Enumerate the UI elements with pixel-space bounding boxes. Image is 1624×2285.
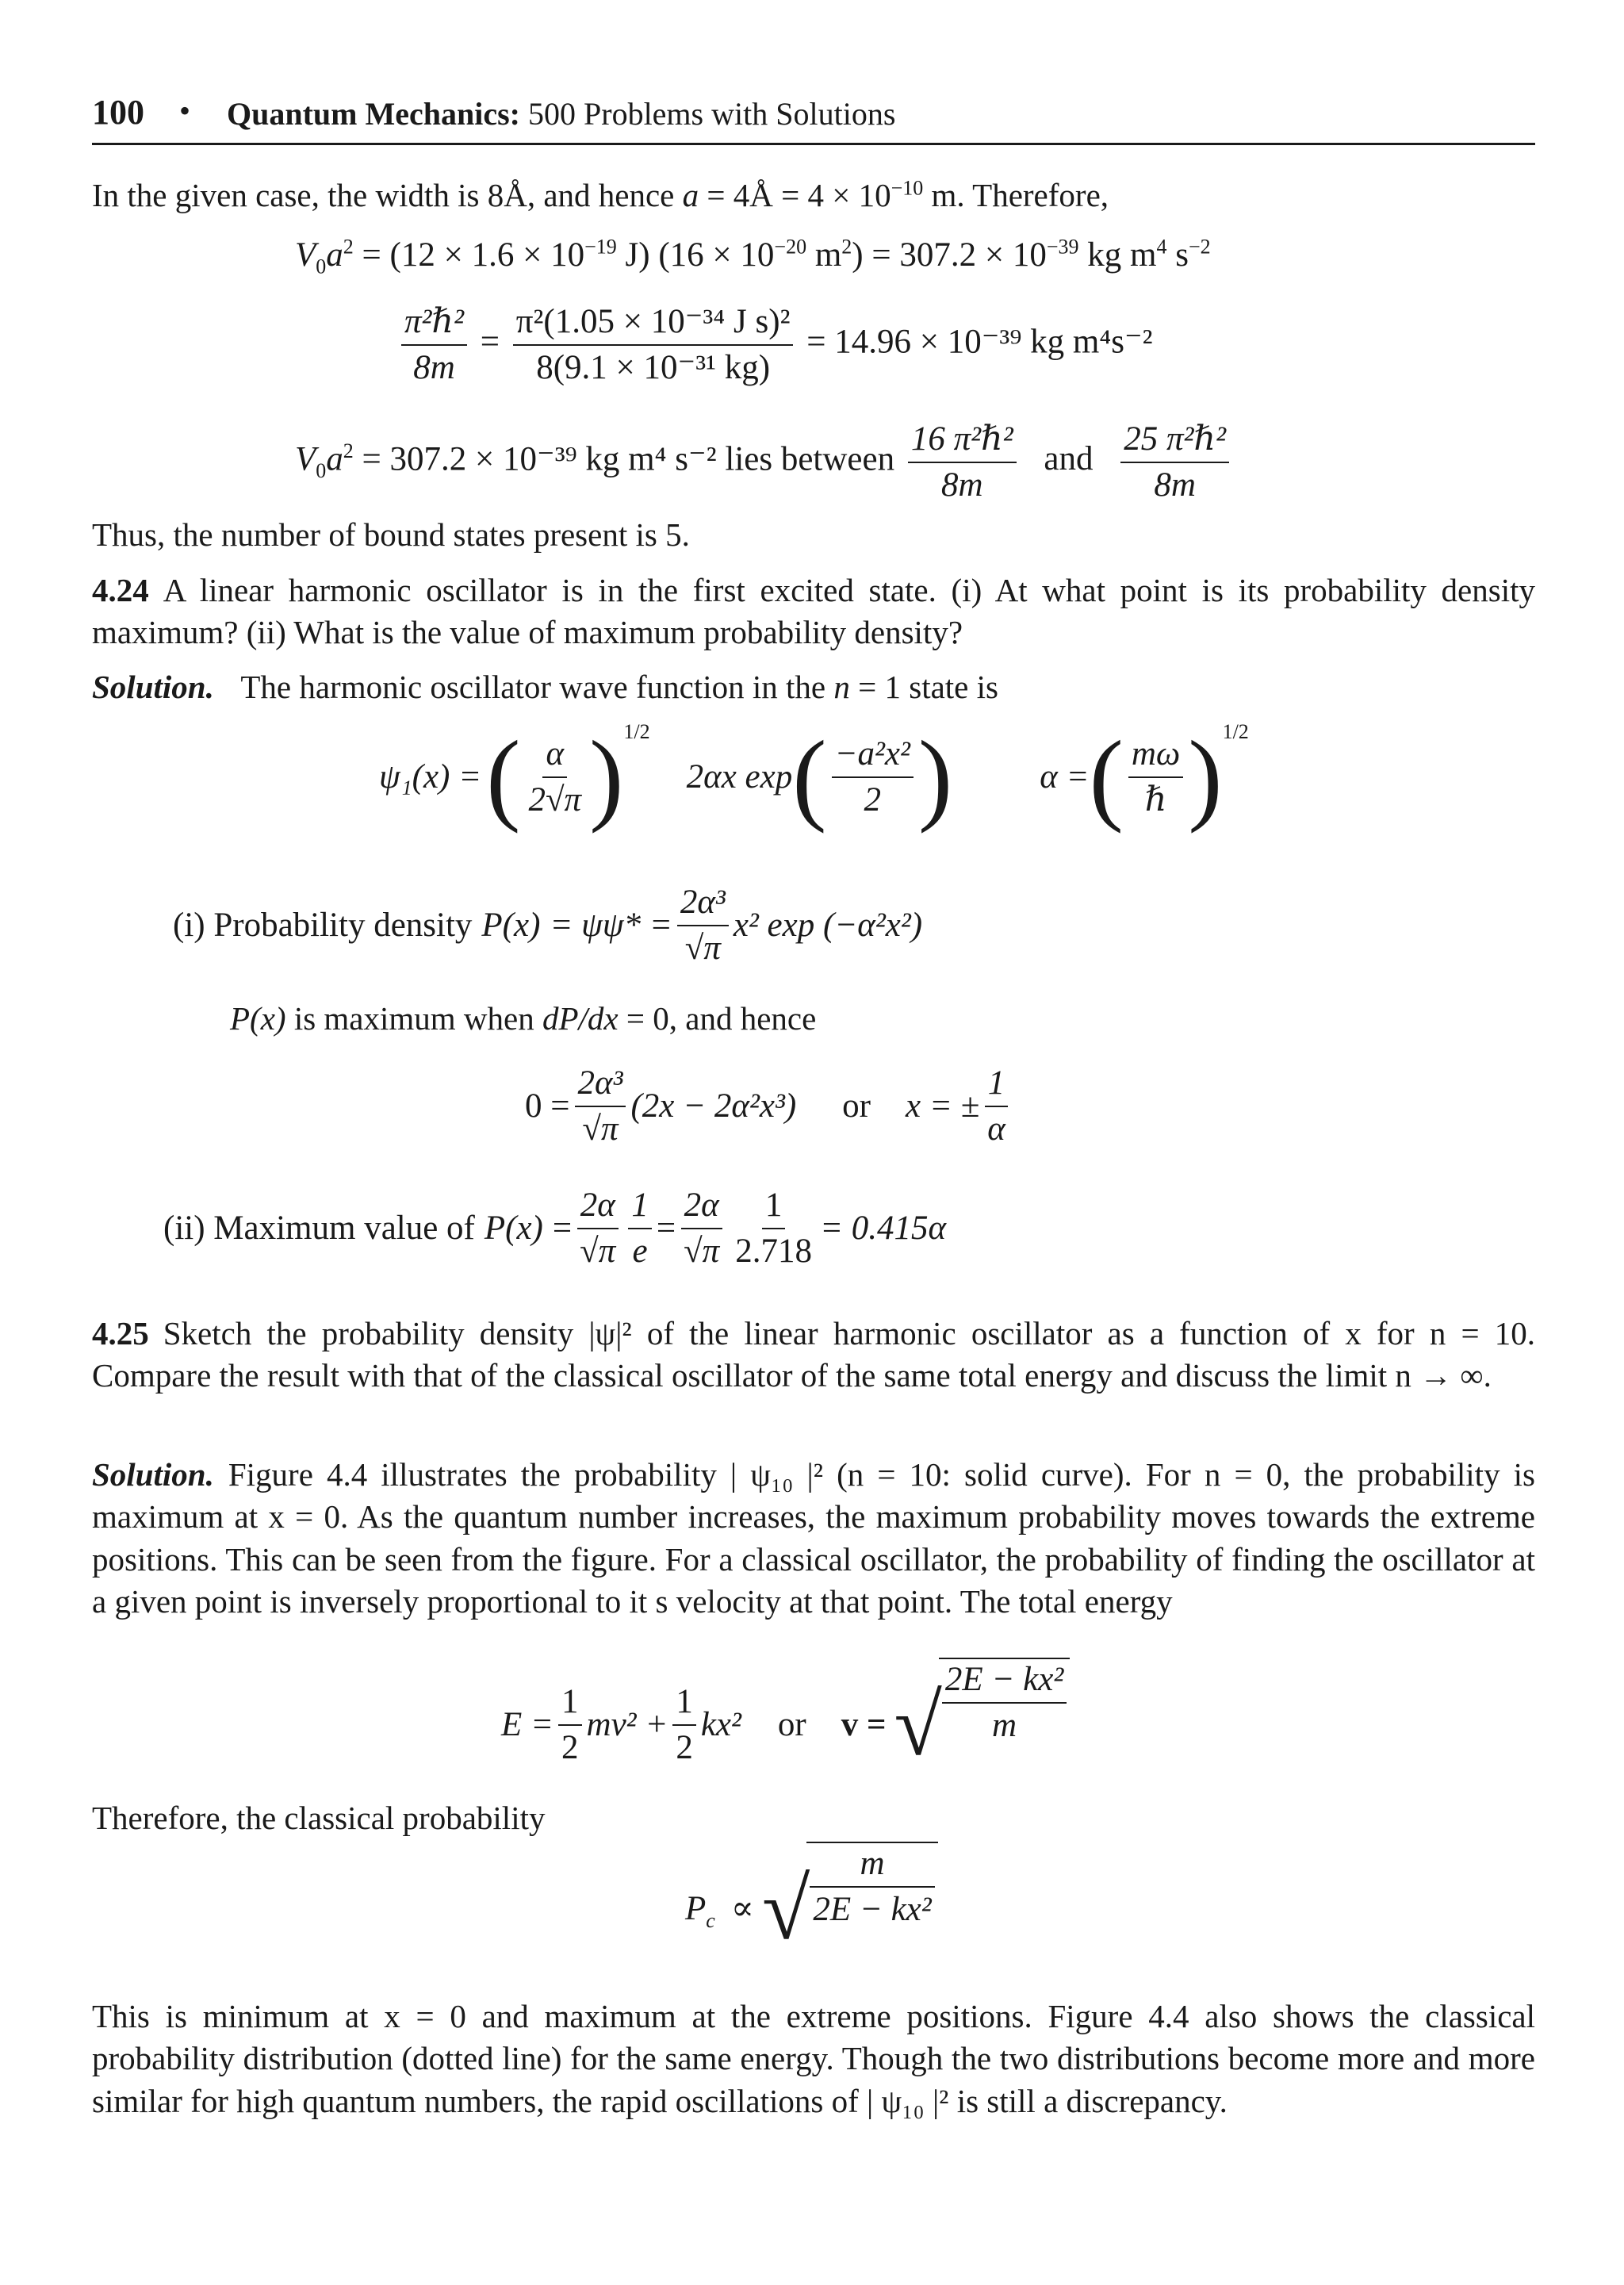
- numerator: α: [542, 734, 567, 778]
- equation-derivative-zero: [525, 1063, 1013, 1149]
- sqrt-fraction: [806, 1842, 937, 1930]
- fraction: [732, 1185, 815, 1271]
- sub: 0: [316, 459, 327, 483]
- question-4-25: [92, 1313, 1535, 1397]
- numerator: 1: [672, 1681, 696, 1726]
- solution-label: Solution.: [92, 669, 214, 705]
- eq-text: kx²: [700, 1706, 741, 1744]
- eq-text: x² exp (−α²x²): [733, 906, 923, 944]
- denominator: e: [632, 1232, 648, 1270]
- fraction: [401, 301, 467, 388]
- var-v0: V: [295, 440, 316, 478]
- fraction: [1128, 734, 1183, 820]
- var-px: P(x): [484, 1209, 543, 1247]
- equation-classical-probability: P c ∝ √ $\frac{m}{\text{2E − kx²}}$: [685, 1865, 943, 1953]
- numerator: π²(1.05 × 10⁻³⁴ J s)²: [513, 301, 794, 346]
- eq-text: =: [552, 1209, 573, 1247]
- denominator: 2: [864, 781, 881, 819]
- eq-text: or: [842, 1087, 871, 1125]
- paren: (: [792, 720, 827, 834]
- eq-text: α =: [1040, 758, 1090, 796]
- eq-label: (ii) Maximum value of: [163, 1209, 475, 1247]
- solution-4-25: [92, 1454, 1535, 1623]
- paren: ): [589, 720, 624, 834]
- text: The harmonic oscillator wave function in the: [240, 669, 826, 705]
- paren: ): [917, 720, 953, 834]
- question-text: A linear harmonic oscillator is in the first excited state. (i) At what point is its probability density maximum? (ii) What is the value of maximum probability density?: [92, 572, 1535, 651]
- numerator: 2E − kx²: [942, 1659, 1067, 1704]
- var-a: a: [326, 440, 343, 478]
- eq-result: = 0.415α: [819, 1209, 947, 1247]
- numerator: 1: [985, 1063, 1009, 1107]
- paren: (: [1089, 720, 1124, 834]
- book-title-rest: 500 Problems with Solutions: [528, 96, 896, 132]
- eq-text: = 307.2 × 10⁻³⁹ kg m⁴ s⁻² lies between: [362, 440, 895, 478]
- equals: =: [656, 1209, 676, 1247]
- numerator: 16 π²ℏ²: [908, 419, 1017, 463]
- eq-text: (2x − 2α²x³): [630, 1087, 797, 1125]
- var-a: a: [682, 177, 699, 213]
- numerator: mω: [1128, 734, 1183, 778]
- fraction: [984, 1063, 1009, 1149]
- eq-lhs: E =: [501, 1706, 554, 1744]
- denominator: m: [992, 1707, 1017, 1744]
- solution-text: Figure 4.4 illustrates the probability | ψ₁₀ |² (n = 10: solid curve). For n = 0, the probability is maximum at x = 0. As the quantum number increases, the maximum probability moves towards the extreme positions. This can be seen from the figure. For a classical oscillator, the probability of finding the oscillator at a given point is inversely proportional to it s velocity at that point. The total energy: [92, 1456, 1535, 1620]
- numerator: 2α³: [575, 1063, 626, 1107]
- numerator: m: [810, 1843, 934, 1888]
- denominator: 8m: [940, 466, 983, 504]
- equation-bound-range: [295, 419, 1234, 505]
- solution-label: Solution.: [92, 1456, 214, 1493]
- equation-probability-density: [173, 882, 922, 968]
- denominator: 8m: [413, 348, 455, 386]
- numerator: −a²x²: [832, 734, 914, 778]
- fraction: [628, 1185, 652, 1271]
- eq-lhs: 0 =: [525, 1087, 570, 1125]
- exponent: −19: [584, 235, 617, 259]
- numerator: 2α: [577, 1185, 619, 1229]
- fraction: [908, 419, 1017, 505]
- page-number: 100: [92, 93, 144, 132]
- eq-text: = (12 × 1.6 × 10: [362, 236, 585, 274]
- denominator: 2.718: [735, 1232, 812, 1270]
- equals: =: [480, 323, 500, 361]
- fraction: [576, 1185, 619, 1271]
- paragraph-max-condition: [230, 998, 816, 1040]
- book-title: [227, 95, 895, 132]
- var-dpdx: dP/dx: [542, 1000, 619, 1037]
- fraction: [513, 301, 794, 388]
- equation-psi1: ψ₁(x) = ( $\frac{\alpha}{2√\pi}$ ) 1/2 2αx exp ( $\frac{\text{−a²x²}}{2}$ ) α = ( $\frac{m\omega}{\text{ℏ}}$ ) 1/2: [379, 720, 1249, 834]
- numerator: π²ℏ²: [401, 301, 467, 346]
- paragraph-width: [92, 174, 1535, 217]
- equation-total-energy: [501, 1661, 1074, 1773]
- denominator: 2: [676, 1729, 693, 1766]
- running-header: [92, 89, 1535, 145]
- paren: ): [1188, 720, 1223, 834]
- eq-text: kg m: [1087, 236, 1157, 274]
- denominator: 2√π: [528, 781, 582, 819]
- denominator: 2: [561, 1729, 579, 1766]
- sub: 0: [316, 255, 327, 278]
- var-n: n: [833, 669, 850, 705]
- var-px: P(x): [481, 906, 541, 944]
- sqrt-sign: √: [894, 1677, 942, 1773]
- eq-text: s: [1175, 236, 1189, 274]
- numerator: 1: [762, 1185, 786, 1229]
- eq-text: 2αx exp: [686, 758, 793, 796]
- denominator: √π: [684, 929, 721, 967]
- fraction: [672, 1681, 696, 1768]
- fraction: [832, 734, 914, 820]
- fraction: [575, 1063, 626, 1149]
- equation-pi2h2: [396, 301, 1153, 388]
- exponent: −39: [1046, 235, 1079, 259]
- denominator: √π: [582, 1110, 619, 1148]
- exponent: 2: [343, 235, 354, 259]
- exponent: 2: [343, 439, 354, 463]
- exponent: −10: [891, 176, 924, 200]
- eq-label: (i) Probability density: [173, 906, 473, 944]
- paren: (: [486, 720, 521, 834]
- question-4-24: [92, 569, 1535, 654]
- exponent: 2: [841, 235, 852, 259]
- fraction: [677, 882, 729, 968]
- eq-text: ∝: [730, 1890, 754, 1928]
- text: = 1 state is: [858, 669, 998, 705]
- book-title-bold: Quantum Mechanics:: [227, 96, 520, 132]
- eq-text: and: [1044, 440, 1094, 478]
- var-v0: V: [295, 236, 316, 274]
- denominator: √π: [580, 1232, 616, 1270]
- eq-text: mv² +: [586, 1706, 668, 1744]
- numerator: 1: [628, 1185, 652, 1229]
- eq-text: v =: [841, 1706, 887, 1744]
- text: is maximum when: [293, 1000, 534, 1037]
- eq-result: = 14.96 × 10⁻³⁹ kg m⁴s⁻²: [806, 323, 1153, 361]
- exponent: −2: [1188, 235, 1211, 259]
- question-number: 4.24: [92, 572, 149, 608]
- denominator: 2E − kx²: [813, 1891, 932, 1928]
- equation-max-value: [163, 1185, 946, 1271]
- question-text: Sketch the probability density |ψ|² of the linear harmonic oscillator as a function of x for n = 10. Compare the result with that of the classical oscillator of the same total energy and discuss the limit n → ∞.: [92, 1315, 1535, 1394]
- text: m. Therefore,: [931, 177, 1109, 213]
- numerator: 25 π²ℏ²: [1120, 419, 1229, 463]
- paragraph-conclusion: This is minimum at x = 0 and maximum at the extreme positions. Figure 4.4 also shows the classical probability distribution (dotted line) for the same energy. Though the two distributions become more and more similar for high quantum numbers, the rapid oscillations of | ψ₁₀ |² is still a discrepancy.: [92, 1998, 1535, 2119]
- var-a: a: [326, 236, 343, 274]
- paragraph-classical: Therefore, the classical probability: [92, 1800, 546, 1836]
- header-bullet: •: [179, 93, 191, 128]
- eq-lhs: P: [685, 1890, 707, 1928]
- var-px: P(x): [230, 1000, 286, 1037]
- fraction: [558, 1681, 582, 1768]
- exponent: −20: [774, 235, 807, 259]
- text: = 4Å = 4 × 10: [707, 177, 891, 213]
- eq-text: or: [777, 1706, 806, 1744]
- eq-text: x = ±: [906, 1087, 980, 1125]
- eq-text: ) = 307.2 × 10: [852, 236, 1047, 274]
- text: In the given case, the width is 8Å, and hence: [92, 177, 675, 213]
- denominator: √π: [684, 1232, 720, 1270]
- eq-lhs: ψ₁(x) =: [379, 758, 482, 796]
- eq-text: J) (16 × 10: [625, 236, 775, 274]
- eq-text: m: [814, 236, 842, 274]
- eq-text: = ψψ* =: [550, 906, 672, 944]
- numerator: 1: [558, 1681, 582, 1726]
- paragraph-bound-states: Thus, the number of bound states present is 5.: [92, 516, 690, 553]
- numerator: 2α: [681, 1185, 722, 1229]
- fraction: [680, 1185, 722, 1271]
- denominator: 8m: [1154, 466, 1196, 504]
- text: = 0, and hence: [626, 1000, 817, 1037]
- exponent: 4: [1156, 235, 1167, 259]
- question-number: 4.25: [92, 1315, 149, 1351]
- sqrt-fraction: [939, 1658, 1070, 1746]
- denominator: 8(9.1 × 10⁻³¹ kg): [536, 348, 771, 386]
- solution-4-24-intro: [92, 666, 1535, 708]
- equation-v0a2: [295, 235, 1211, 276]
- fraction: [525, 734, 584, 820]
- fraction: [1120, 419, 1229, 505]
- numerator: 2α³: [677, 882, 729, 926]
- sqrt-sign: √: [761, 1861, 810, 1957]
- denominator: ℏ: [1144, 781, 1167, 819]
- denominator: α: [987, 1110, 1005, 1148]
